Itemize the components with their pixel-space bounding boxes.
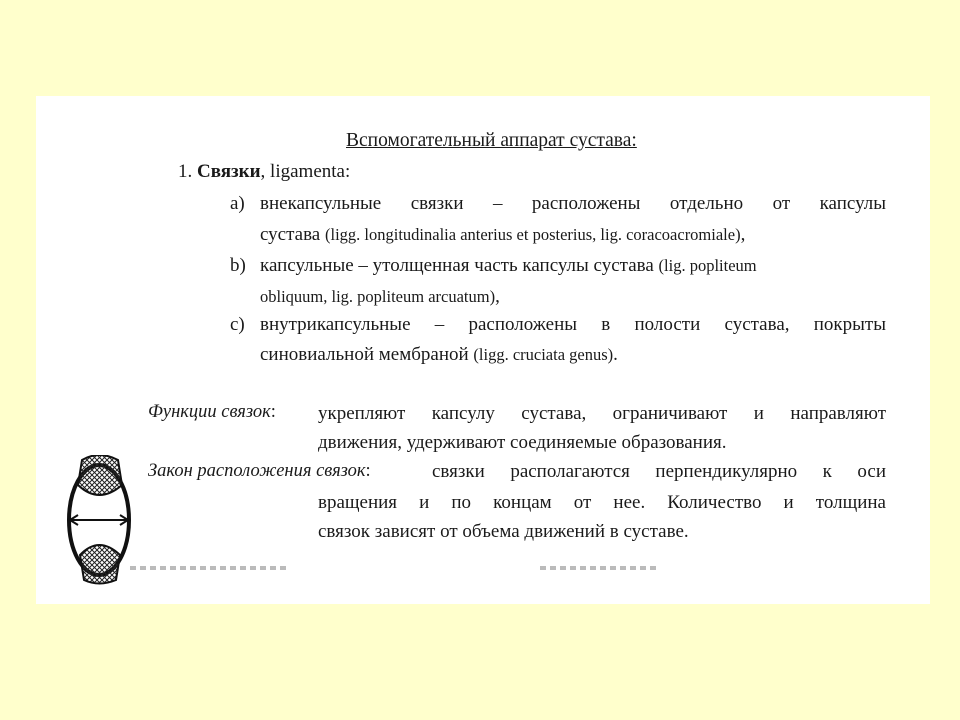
item-b-latin: (lig. popliteum (658, 256, 757, 275)
item-a-line2 (260, 224, 745, 246)
law-term-text: Закон расположения связок (148, 461, 366, 481)
item-b-line1 (260, 255, 757, 277)
item-b-marker: b) (230, 255, 246, 276)
scan-artifact (130, 566, 290, 570)
law-line1: связки располагаются перпендикулярно к оси (432, 461, 886, 482)
item-b-end: , (495, 286, 500, 307)
item-a-latin: (ligg. longitudinalia anterius et posterius, lig. coracoacromiale) (325, 225, 741, 244)
item-b-latin2: obliquum, lig. popliteum arcuatum) (260, 287, 496, 306)
item-c-marker: c) (230, 314, 245, 335)
section-number: 1. (178, 161, 193, 182)
law-term (148, 461, 371, 482)
page-title: Вспомогательный аппарат сустава: (346, 130, 637, 151)
functions-line1: укрепляют капсулу сустава, ограничивают и направляют (318, 403, 886, 424)
item-a-ru: сустава (260, 224, 325, 245)
functions-line2: движения, удерживают соединяемые образования. (318, 432, 727, 453)
section-bold-term: Связки (197, 161, 261, 182)
item-a-end: , (740, 224, 746, 245)
item-a-marker: a) (230, 193, 245, 214)
item-c-line2 (260, 344, 618, 366)
scan-artifact (540, 566, 660, 570)
section-heading (178, 161, 350, 183)
item-c-latin: (ligg. cruciata genus) (473, 345, 614, 364)
item-b-line2 (260, 286, 500, 308)
item-a-line1: внекапсульные связки – расположены отдельно от капсулы (260, 193, 886, 214)
section-latin: , ligamenta: (260, 161, 351, 182)
functions-colon: : (270, 402, 276, 422)
functions-term-text: Функции связок (148, 402, 271, 422)
item-c-end: . (613, 344, 618, 365)
item-c-line1: внутрикапсульные – расположены в полости сустава, покрыты (260, 314, 886, 335)
law-colon: : (365, 461, 371, 481)
functions-term (148, 402, 276, 423)
law-line2: вращения и по концам от нее. Количество и толщина (318, 492, 886, 513)
item-c-ru: синовиальной мембраной (260, 344, 474, 365)
law-line3: связок зависят от объема движений в суставе. (318, 521, 689, 542)
item-b-ru: капсульные – утолщенная часть капсулы сустава (260, 255, 659, 276)
